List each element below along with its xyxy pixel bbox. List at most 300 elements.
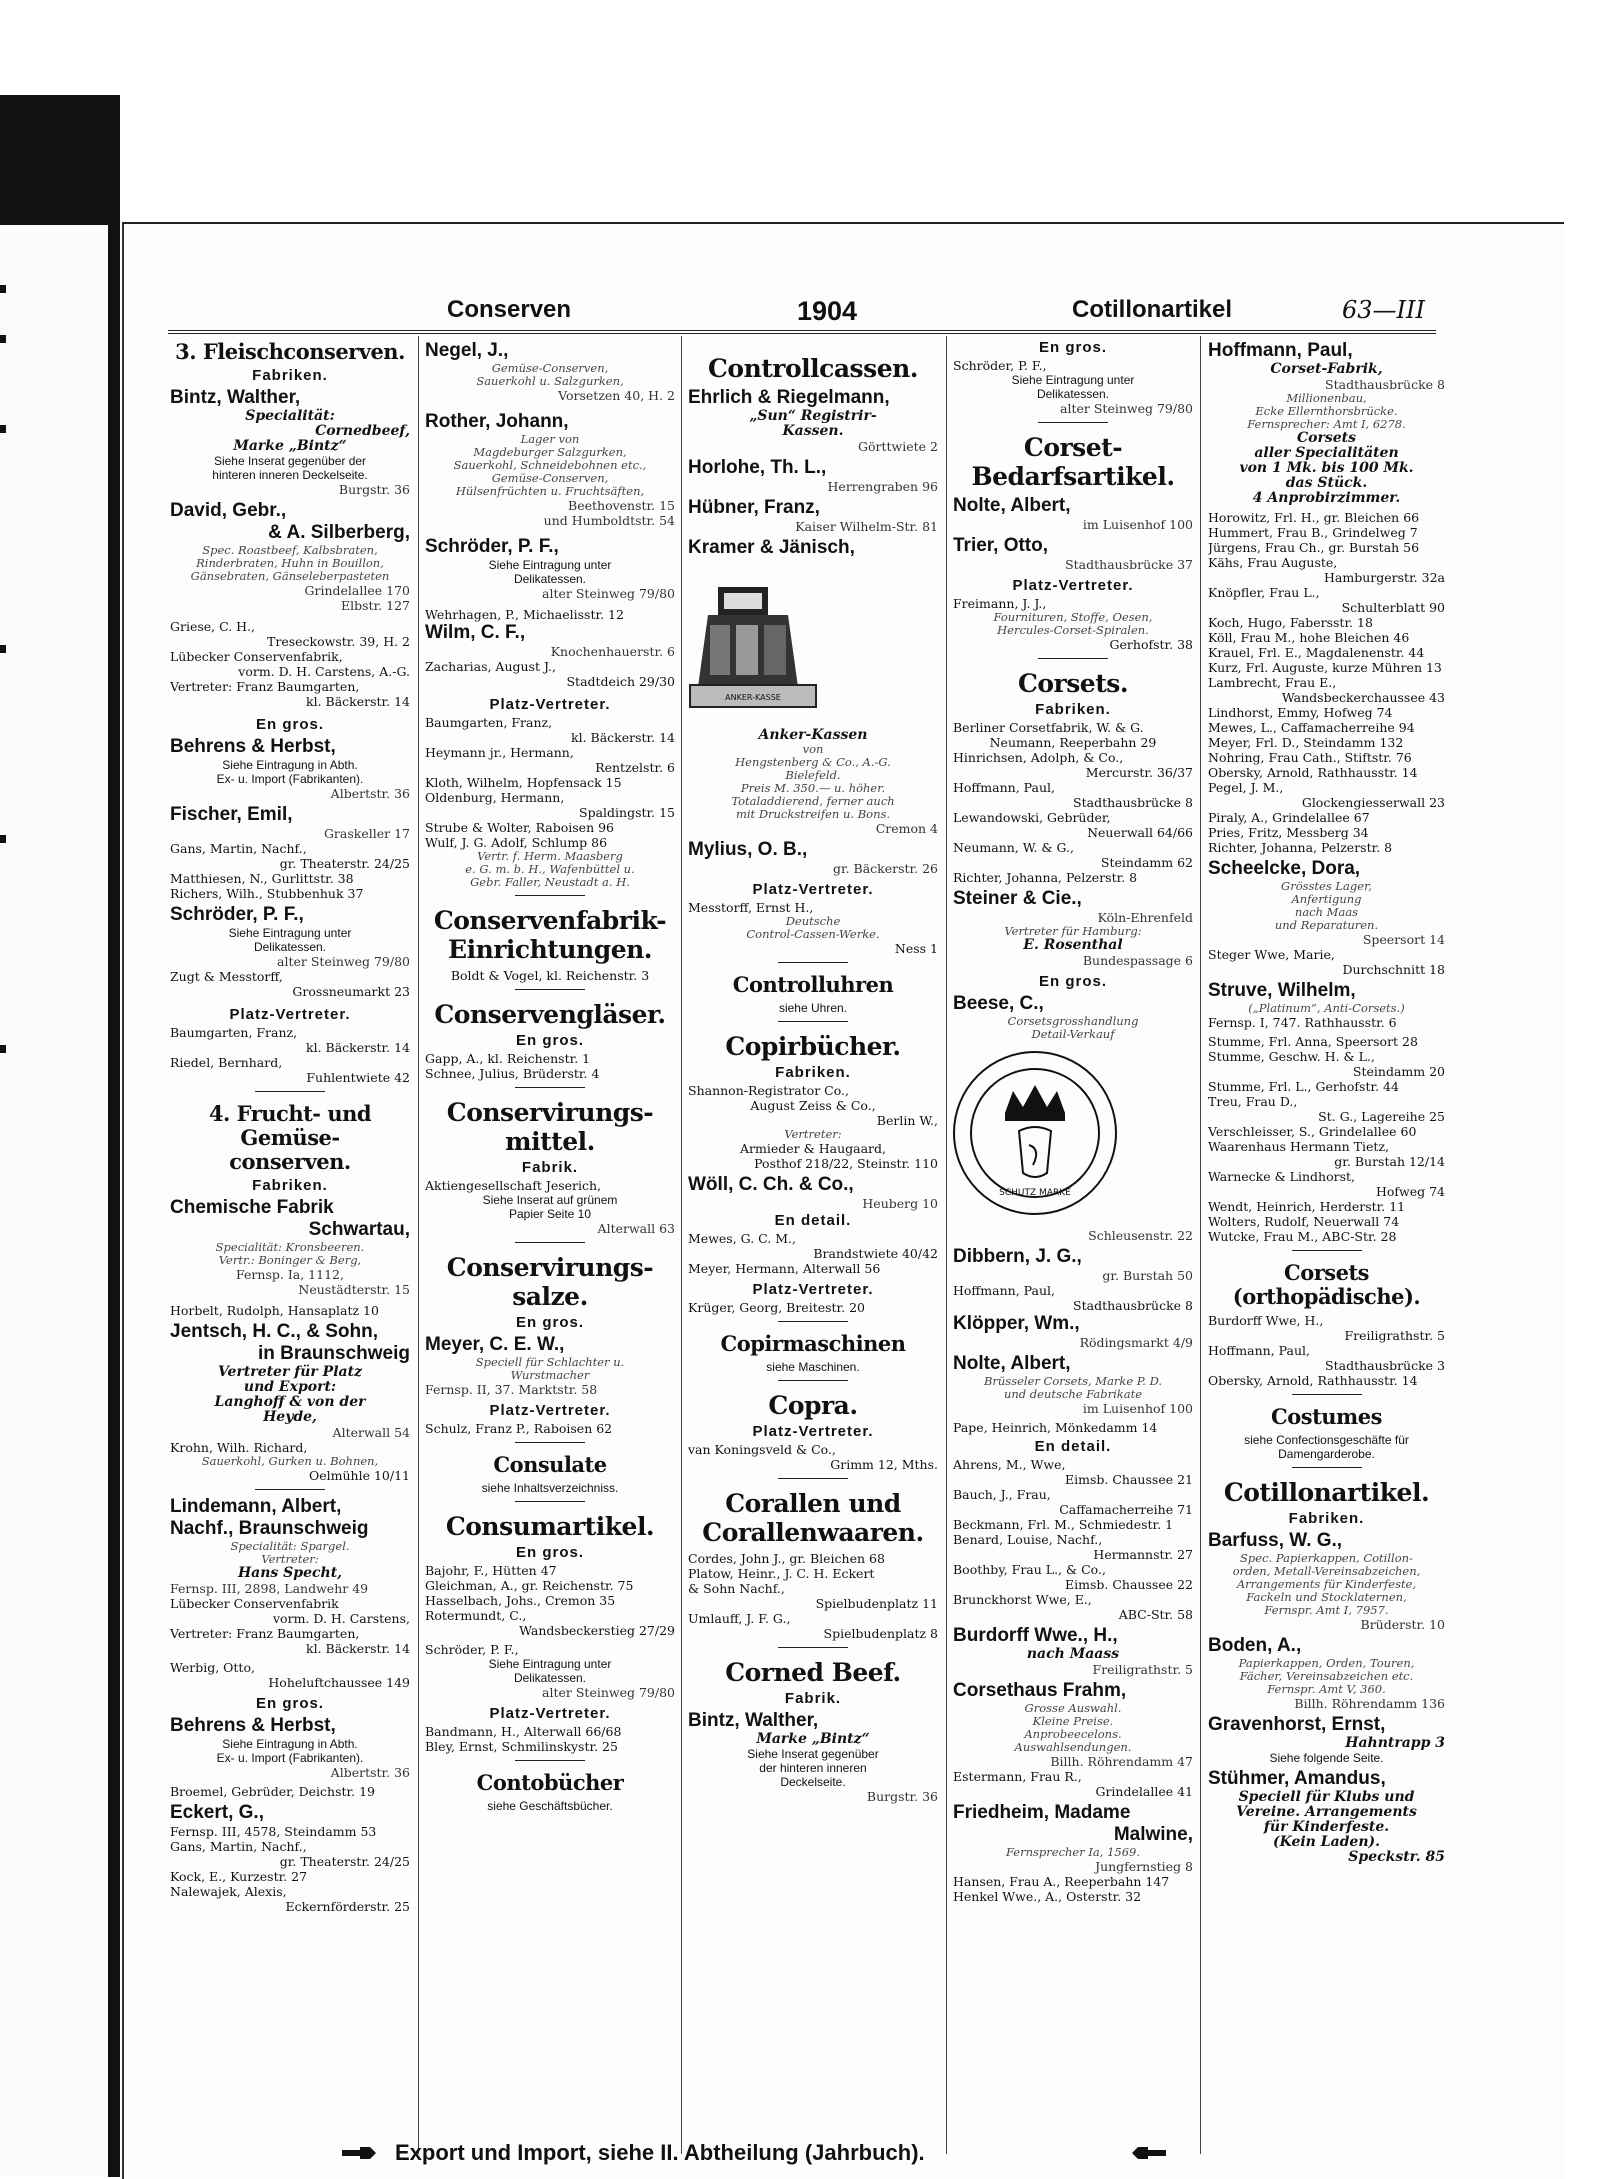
entry-name: Friedheim, Madame [953, 1802, 1131, 1823]
section-title: Copirmaschinen [720, 1331, 906, 1356]
entry-spec: Vertr.: Boninger & Berg, [218, 1253, 362, 1267]
entry-spec: Langhoff & von der [214, 1394, 366, 1410]
section-title: Einrichtungen. [448, 935, 652, 964]
list-item: Lübecker Conservenfabrik [170, 1596, 339, 1611]
entry-address: Freiligrathstr. 5 [1092, 1662, 1193, 1677]
entry-address: im Luisenhof 100 [1082, 1401, 1193, 1416]
entry-spec: Cornedbeef, [315, 423, 410, 439]
entry-spec: Vertreter für Hamburg: [1004, 924, 1142, 938]
entry-address: Köln-Ehrenfeld [1097, 910, 1193, 925]
list-item: Wehrhagen, P., Michaelisstr. 12 [425, 607, 624, 622]
entry-spec: Gemüse-Conserven, [491, 471, 609, 485]
list-item: Krüger, Georg, Breitestr. 20 [688, 1300, 866, 1315]
list-item: Fuhlentwiete 42 [306, 1070, 410, 1085]
entry-spec: das Stück. [1285, 475, 1368, 491]
entry-name: Struve, Wilhelm, [1208, 980, 1356, 1001]
list-item: Rotermundt, C., [425, 1608, 527, 1623]
header-left: Conserven [447, 296, 572, 323]
list-item: Pries, Fritz, Messberg 34 [1208, 825, 1369, 840]
entry-spec: Auswahlsendungen. [1014, 1740, 1132, 1754]
list-item: Werbig, Otto, [170, 1660, 255, 1675]
entry-note: Siehe Inserat gegenüber der [213, 454, 367, 468]
list-item: Benard, Louise, Nachf., [953, 1532, 1103, 1547]
entry-name: Jentsch, H. C., & Sohn, [170, 1321, 378, 1342]
entry-address: Schleusenstr. 22 [1088, 1228, 1193, 1243]
entry-name: Ehrlich & Riegelmann, [688, 387, 890, 408]
list-item: Wendt, Heinrich, Herderstr. 11 [1208, 1199, 1406, 1214]
list-item: Vertreter: Franz Baumgarten, [170, 1626, 360, 1641]
section-title: Conservirungs- [446, 1098, 654, 1127]
entry-spec: (Kein Laden). [1272, 1834, 1381, 1850]
section-title: Controllcassen. [708, 354, 918, 383]
entry-note: Damengarderobe. [1278, 1447, 1375, 1461]
list-item: Grindelallee 41 [1095, 1784, 1193, 1799]
entry-note: siehe Geschäftsbücher. [487, 1799, 613, 1813]
section-title: Corset- [1023, 433, 1123, 462]
subsection: Fabriken. [775, 1064, 851, 1081]
list-item: Mewes, L., Caffamacherreihe 94 [1208, 720, 1415, 735]
section-title: Bedarfsartikel. [971, 462, 1175, 491]
list-item: Piraly, A., Grindelallee 67 [1208, 810, 1370, 825]
entry-note: Delikatessen. [513, 1671, 587, 1685]
seal-text: SCHUTZ MARKE [999, 1188, 1071, 1198]
entry-spec: Bielefeld. [785, 768, 841, 782]
entry-address: Stadthausbrücke 37 [1065, 557, 1193, 572]
entry-address: Rödingsmarkt 4/9 [1079, 1335, 1193, 1350]
list-item: Obersky, Arnold, Rathhausstr. 14 [1208, 765, 1418, 780]
list-item: Hinrichsen, Adolph, & Co., [953, 750, 1124, 765]
entry-spec: Heyde, [263, 1409, 317, 1425]
separator [515, 1501, 585, 1502]
entry-spec: Anfertigung [1291, 892, 1362, 906]
list-item: Berlin W., [876, 1113, 938, 1128]
entry-spec: orden, Metall-Vereinsabzeichen, [1232, 1564, 1421, 1578]
column-divider [681, 336, 682, 2154]
entry-address: gr. Burstah 50 [1102, 1268, 1193, 1283]
separator [778, 1321, 848, 1322]
section-title: Copirbücher. [725, 1032, 901, 1061]
entry-name: Schröder, P. F., [170, 904, 304, 925]
entry-name: Lindemann, Albert, [170, 1496, 342, 1517]
entry-spec: Hülsenfrüchten u. Fruchtsäften, [455, 484, 645, 498]
entry-spec: „Sun“ Registrir- [749, 408, 877, 424]
list-item: Wutcke, Frau M., ABC-Str. 28 [1208, 1229, 1397, 1244]
list-item: Spielbudenplatz 8 [823, 1626, 938, 1641]
entry-address: Heuberg 10 [862, 1196, 938, 1211]
header-rule [168, 330, 1436, 334]
entry-spec: Sauerkohl u. Salzgurken, [476, 374, 624, 388]
list-item: Gebr. Faller, Neustadt a. H. [470, 875, 630, 889]
list-item: vorm. D. H. Carstens, A.-G. [238, 664, 410, 679]
list-item: Zugt & Messtorff, [170, 969, 283, 984]
entry-address: und Humboldtstr. 54 [543, 513, 675, 528]
list-item: Treu, Frau D., [1208, 1094, 1298, 1109]
list-item: Kock, E., Kurzestr. 27 [170, 1869, 308, 1884]
list-item: Waarenhaus Hermann Tietz, [1208, 1139, 1389, 1154]
list-item: kl. Bäckerstr. 14 [306, 694, 410, 709]
subsection: En gros. [1038, 973, 1107, 990]
entry-spec: 4 Anprobirzimmer. [1252, 490, 1401, 506]
entry-spec: Specialität: Spargel. [230, 1539, 350, 1553]
entry-address: alter Steinweg 79/80 [1060, 401, 1193, 416]
entry-note: Ex- u. Import (Fabrikanten). [216, 1751, 364, 1765]
separator [255, 1091, 325, 1092]
entry-note: Siehe Inserat gegenüber [747, 1747, 879, 1761]
entry-address: Alterwall 63 [597, 1221, 675, 1236]
list-item: Hoffmann, Paul, [953, 780, 1055, 795]
entry-spec: Sauerkohl, Schneidebohnen etc., [453, 458, 647, 472]
list-item: Pegel, J. M., [1208, 780, 1284, 795]
list-item: ABC-Str. 58 [1118, 1607, 1193, 1622]
list-item: Horowitz, Frl. H., gr. Bleichen 66 [1208, 510, 1420, 525]
entry-name: Meyer, C. E. W., [425, 1334, 565, 1355]
list-item: Hasselbach, Johs., Cremon 35 [425, 1593, 616, 1608]
subsection: Fabriken. [1035, 701, 1111, 718]
list-item: Stadthausbrücke 8 [1073, 1298, 1193, 1313]
section-title: 4. Frucht- und Gemüse- [208, 1101, 372, 1150]
entry-note: Deckelseite. [780, 1775, 846, 1789]
list-item: Vertreter: Franz Baumgarten, [170, 679, 360, 694]
entry-spec: E. Rosenthal [1023, 937, 1123, 953]
list-item: Fournituren, Stoffe, Oesen, [993, 610, 1153, 624]
entry-spec: und deutsche Fabrikate [1003, 1387, 1143, 1401]
list-item: Knöpfler, Frau L., [1208, 585, 1320, 600]
list-item: Bley, Ernst, Schmilinskystr. 25 [425, 1739, 618, 1754]
entry-note: siehe Confectionsgeschäfte für [1244, 1433, 1409, 1447]
entry-phone: Fernsp. III, 2898, Landwehr 49 [170, 1581, 369, 1596]
entry-address: Kaiser Wilhelm-Str. 81 [795, 519, 938, 534]
entry-spec: Specialität: [245, 408, 335, 424]
entry-note: Ex- u. Import (Fabrikanten). [216, 772, 364, 786]
list-item: Ahrens, M., Wwe, [953, 1457, 1066, 1472]
entry-name: Schröder, P. F., [425, 536, 559, 557]
entry-name: Trier, Otto, [953, 535, 1049, 556]
list-item: Neuerwall 64/66 [1087, 825, 1193, 840]
list-item: Grimm 12, Mths. [830, 1457, 938, 1472]
list-item: Gleichman, A., gr. Reichenstr. 75 [425, 1578, 634, 1593]
entry-note: Siehe Inserat auf grünem [482, 1193, 618, 1207]
entry-note: Siehe Eintragung unter [1011, 373, 1135, 387]
list-item: Zacharias, August J., [425, 659, 556, 674]
list-item: Messtorff, Ernst H., [688, 900, 814, 915]
list-item: Ness 1 [894, 941, 938, 956]
entry-spec: Spec. Roastbeef, Kalbsbraten, [202, 543, 378, 557]
list-item: Glockengiesserwall 23 [1301, 795, 1445, 810]
entry-spec: Kassen. [782, 423, 844, 439]
list-item: Spaldingstr. 15 [579, 805, 675, 820]
entry-spec: und Export: [243, 1379, 337, 1395]
list-item: Shannon-Registrator Co., [688, 1083, 849, 1098]
list-item: Burdorff Wwe, H., [1208, 1313, 1324, 1328]
entry-address: im Luisenhof 100 [1082, 517, 1193, 532]
section-title: Corsets. [1017, 669, 1129, 698]
subsection: En detail. [774, 1212, 852, 1229]
list-item: Bauch, J., Frau, [953, 1487, 1051, 1502]
entry-name: Steiner & Cie., [953, 888, 1082, 909]
subsection: Platz-Vertreter. [752, 881, 874, 898]
column-1 [170, 340, 410, 2150]
section-title: Costumes [1271, 1404, 1382, 1429]
list-item: Bandmann, H., Alterwall 66/68 [425, 1724, 622, 1739]
list-item: Platow, Heinr., J. C. H. Eckert [688, 1566, 875, 1581]
section-title: Consumartikel. [445, 1512, 655, 1541]
entry-name: Beese, C., [953, 993, 1044, 1014]
entry-spec: Fernsprecher: Amt I, 6278. [1247, 417, 1406, 431]
entry-address: Billh. Röhrendamm 47 [1050, 1754, 1193, 1769]
separator [515, 1760, 585, 1761]
list-item: Aktiengesellschaft Jeserich, [425, 1178, 602, 1193]
entry-spec: Anker-Kassen [758, 727, 868, 743]
list-item: Eimsb. Chaussee 21 [1065, 1472, 1193, 1487]
cash-register-illustration [688, 567, 818, 717]
list-item: Wulf, J. G. Adolf, Schlump 86 [425, 835, 608, 850]
entry-address: Stadthausbrücke 8 [1325, 377, 1445, 392]
list-item: kl. Bäckerstr. 14 [306, 1040, 410, 1055]
list-item: Hansen, Frau A., Reeperbahn 147 [953, 1874, 1170, 1889]
list-item: Vertr. f. Herm. Maasberg [477, 849, 623, 863]
list-item: Freiligrathstr. 5 [1344, 1328, 1445, 1343]
entry-spec: Spec. Papierkappen, Cotillon- [1240, 1551, 1413, 1565]
list-item: Control-Cassen-Werke. [746, 927, 880, 941]
column-divider [1200, 336, 1201, 2154]
subsection: En detail. [1034, 1438, 1112, 1455]
previous-page-edge [0, 225, 108, 2177]
section-title: salze. [512, 1282, 588, 1311]
entry-spec: Millionenbau, [1286, 391, 1367, 405]
list-item: Wolters, Rudolf, Neuerwall 74 [1208, 1214, 1400, 1229]
list-item: Stadtdeich 29/30 [566, 674, 675, 689]
subsection: Platz-Vertreter. [752, 1423, 874, 1440]
footer-text: Export und Import, siehe II. Abtheilung (Jahrbuch). [395, 2140, 925, 2165]
list-item: Lambrecht, Frau E., [1208, 675, 1337, 690]
page-header [322, 296, 1442, 326]
entry-name: Scheelcke, Dora, [1208, 858, 1361, 879]
entry-spec: Lager von [520, 432, 580, 446]
list-item: Neumann, W. & G., [953, 840, 1074, 855]
entry-address: Burgstr. 36 [866, 1789, 938, 1804]
section-title: conserven. [229, 1149, 351, 1174]
entry-note: Delikatessen. [1036, 387, 1110, 401]
section-title: Corallenwaaren. [702, 1518, 924, 1547]
section-title: Corsets [1284, 1260, 1369, 1285]
list-item: Spielbudenplatz 11 [815, 1596, 938, 1611]
entry-spec: Gemüse-Conserven, [491, 361, 609, 375]
entry-address: Burgstr. 36 [338, 482, 410, 497]
list-item: Riedel, Bernhard, [170, 1055, 283, 1070]
list-item: Steindamm 20 [1352, 1064, 1445, 1079]
list-item: Kloth, Wilhelm, Hopfensack 15 [425, 775, 622, 790]
entry-spec: Preis M. 350.— u. höher. [740, 781, 886, 795]
entry-spec: Fernspr. Amt I, 7957. [1264, 1603, 1389, 1617]
entry-note: siehe Inhaltsverzeichniss. [481, 1481, 619, 1495]
section-title: Cotillonartikel. [1223, 1478, 1430, 1507]
separator [778, 962, 848, 963]
list-item: Hercules-Corset-Spiralen. [997, 623, 1149, 637]
list-item: Griese, C. H., [170, 619, 256, 634]
entry-address: alter Steinweg 79/80 [277, 954, 410, 969]
entry-spec: Vereine. Arrangements [1236, 1804, 1417, 1820]
list-item: gr. Burstah 12/14 [1334, 1154, 1445, 1169]
entry-spec: Hengstenberg & Co., A.-G. [735, 755, 891, 769]
entry-name: David, Gebr., [170, 500, 287, 521]
list-item: Rentzelstr. 6 [595, 760, 675, 775]
list-item: Oldenburg, Hermann, [425, 790, 565, 805]
list-item: Kähs, Frau Auguste, [1208, 555, 1338, 570]
list-item: Krohn, Wilh. Richard, [170, 1440, 308, 1455]
entry-name: Wilm, C. F., [425, 622, 526, 643]
entry-spec: Fernsprecher Ia, 1569. [1005, 1845, 1141, 1859]
list-item: Jürgens, Frau Ch., gr. Burstah 56 [1208, 540, 1420, 555]
entry-name: Behrens & Herbst, [170, 1715, 336, 1736]
list-item: Richter, Johanna, Pelzerstr. 8 [1208, 840, 1393, 855]
entry-name: Stühmer, Amandus, [1208, 1768, 1386, 1789]
entry-name: Schwartau, [308, 1219, 410, 1240]
list-item: Hamburgerstr. 32a [1324, 570, 1445, 585]
entry-name: Mylius, O. B., [688, 839, 808, 860]
entry-address: Alterwall 54 [332, 1425, 410, 1440]
section-title: Conservengläser. [434, 1000, 666, 1029]
list-item: Baumgarten, Franz, [170, 1025, 298, 1040]
entry-name: Eckert, G., [170, 1802, 264, 1823]
list-item: Schnee, Julius, Brüderstr. 4 [425, 1066, 600, 1081]
list-item: Grossneumarkt 23 [292, 984, 410, 999]
list-item: Boldt & Vogel, kl. Reichenstr. 3 [450, 968, 650, 983]
column-divider [418, 336, 419, 2154]
list-item: Richers, Wilh., Stubbenhuk 37 [170, 886, 364, 901]
list-item: Eckernförderstr. 25 [285, 1899, 410, 1914]
entry-name: Malwine, [1113, 1824, 1193, 1845]
entry-address: Grindelallee 170 [304, 583, 410, 598]
entry-spec: mit Druckstreifen u. Bons. [735, 807, 891, 821]
section-title: Corned Beef. [725, 1658, 901, 1687]
list-item: Hoffmann, Paul, [953, 1283, 1055, 1298]
entry-name: Corsethaus Frahm, [953, 1680, 1127, 1701]
subsection: Fabriken. [252, 367, 328, 384]
list-item: Warnecke & Lindhorst, [1208, 1169, 1355, 1184]
list-item: Schulz, Franz P., Raboisen 62 [425, 1421, 613, 1436]
list-item: Stumme, Frl. Anna, Speersort 28 [1208, 1034, 1418, 1049]
list-item: Schulterblatt 90 [1341, 600, 1445, 615]
entry-address: Billh. Röhrendamm 136 [1294, 1696, 1445, 1711]
subsection: Fabrik. [521, 1159, 579, 1176]
entry-note: siehe Maschinen. [766, 1360, 860, 1374]
entry-name: Nolte, Albert, [953, 495, 1071, 516]
entry-spec: Magdeburger Salzgurken, [473, 445, 627, 459]
entry-note: Siehe Eintragung unter [488, 1657, 612, 1671]
list-item: gr. Theaterstr. 24/25 [279, 1854, 410, 1869]
entry-name: Negel, J., [425, 340, 509, 361]
list-item: Pape, Heinrich, Mönkedamm 14 [953, 1420, 1158, 1435]
separator [515, 1442, 585, 1443]
column-4 [953, 340, 1193, 2150]
list-item: Mercurstr. 36/37 [1085, 765, 1193, 780]
list-item: Bajohr, F., Hütten 47 [425, 1563, 557, 1578]
list-item: Richter, Johanna, Pelzerstr. 8 [953, 870, 1138, 885]
list-item: Schröder, P. F., [425, 1642, 519, 1657]
list-item: Koch, Hugo, Fabersstr. 18 [1208, 615, 1373, 630]
register-label: ANKER-KASSE [725, 693, 781, 702]
entry-note: hinteren inneren Deckelseite. [212, 468, 368, 482]
entry-spec: für Kinderfeste. [1263, 1819, 1390, 1835]
entry-spec: Detail-Verkauf [1031, 1027, 1115, 1041]
entry-spec: Fernspr. Amt V, 360. [1267, 1682, 1386, 1696]
subsection: En gros. [515, 1314, 584, 1331]
entry-spec: Rinderbraten, Huhn in Bouillon, [196, 556, 384, 570]
list-item: Fernsp. III, 4578, Steindamm 53 [170, 1824, 377, 1839]
entry-address: Speersort 14 [1362, 932, 1445, 947]
column-3 [688, 340, 938, 2150]
list-item: Vertreter: [784, 1127, 842, 1141]
entry-note: Siehe folgende Seite. [1269, 1751, 1384, 1765]
separator [778, 1478, 848, 1479]
list-item: Gans, Martin, Nachf., [170, 1839, 307, 1854]
list-item: Krauel, Frl. E., Magdalenenstr. 44 [1208, 645, 1425, 660]
list-item: Hoheluftchaussee 149 [268, 1675, 410, 1690]
entry-spec: Speciell für Schlachter u. [475, 1355, 625, 1369]
entry-name: Nachf., Braunschweig [170, 1518, 369, 1539]
entry-address: Herrengraben 96 [827, 479, 938, 494]
header-right: Cotillonartikel [1072, 296, 1233, 323]
entry-spec: Anprobeecelons. [1024, 1727, 1122, 1741]
list-item: Stumme, Frl. L., Gerhofstr. 44 [1208, 1079, 1399, 1094]
entry-spec: Specialität: Kronsbeeren. [215, 1240, 365, 1254]
entry-address: Graskeller 17 [323, 826, 410, 841]
list-item: Caffamacherreihe 71 [1059, 1502, 1193, 1517]
list-item: Nohring, Frau Cath., Stiftstr. 76 [1208, 750, 1412, 765]
separator [1292, 1250, 1362, 1251]
list-item: Strube & Wolter, Raboisen 96 [425, 820, 614, 835]
section-title: Copra. [768, 1391, 858, 1420]
entry-address: Vorsetzen 40, H. 2 [558, 388, 675, 403]
list-item: van Koningsveld & Co., [688, 1442, 836, 1457]
list-item: Brunckhorst Wwe, E., [953, 1592, 1092, 1607]
entry-spec: Corsets [1297, 430, 1356, 446]
subsection: Platz-Vertreter. [489, 1402, 611, 1419]
list-item: Nalewajek, Alexis, [170, 1884, 287, 1899]
entry-spec: Corset-Fabrik, [1270, 361, 1383, 377]
list-item: Boothby, Frau L., & Co., [953, 1562, 1106, 1577]
entry-name: Gravenhorst, Ernst, [1208, 1714, 1386, 1735]
header-year: 1904 [797, 296, 858, 326]
entry-address: Elbstr. 127 [341, 598, 410, 613]
entry-spec: Gänsebraten, Gänseleberpasteten [190, 569, 390, 583]
entry-name: Wöll, C. Ch. & Co., [688, 1174, 854, 1195]
entry-name: Rother, Johann, [425, 411, 569, 432]
list-item: Horbelt, Rudolph, Hansaplatz 10 [170, 1303, 379, 1318]
list-item: & Sohn Nachf., [688, 1581, 785, 1596]
list-item: Lewandowski, Gebrüder, [953, 810, 1111, 825]
section-title: (orthopädische). [1232, 1284, 1421, 1309]
list-item: Broemel, Gebrüder, Deichstr. 19 [170, 1784, 375, 1799]
list-item: vorm. D. H. Carstens, [273, 1611, 410, 1626]
entry-spec: Wurstmacher [510, 1368, 590, 1382]
entry-name: Boden, A., [1208, 1635, 1302, 1656]
list-item: Estermann, Frau R., [953, 1769, 1082, 1784]
crown-seal-icon [953, 1051, 1117, 1215]
subsection: Platz-Vertreter. [752, 1281, 874, 1298]
list-item: Berliner Corsetfabrik, W. & G. [953, 720, 1144, 735]
list-item: Gapp, A., kl. Reichenstr. 1 [425, 1051, 591, 1066]
entry-note: Siehe Eintragung in Abth. [222, 1737, 358, 1751]
entry-name: Klöpper, Wm., [953, 1313, 1080, 1334]
separator [1038, 422, 1108, 423]
separator [515, 1087, 585, 1088]
subsection: Fabriken. [252, 1177, 328, 1194]
entry-spec: Vertreter für Platz [217, 1364, 363, 1380]
list-item: Treseckowstr. 39, H. 2 [267, 634, 410, 649]
entry-address: Jungfernstieg 8 [1095, 1859, 1193, 1874]
list-item: Umlauff, J. F. G., [688, 1611, 791, 1626]
